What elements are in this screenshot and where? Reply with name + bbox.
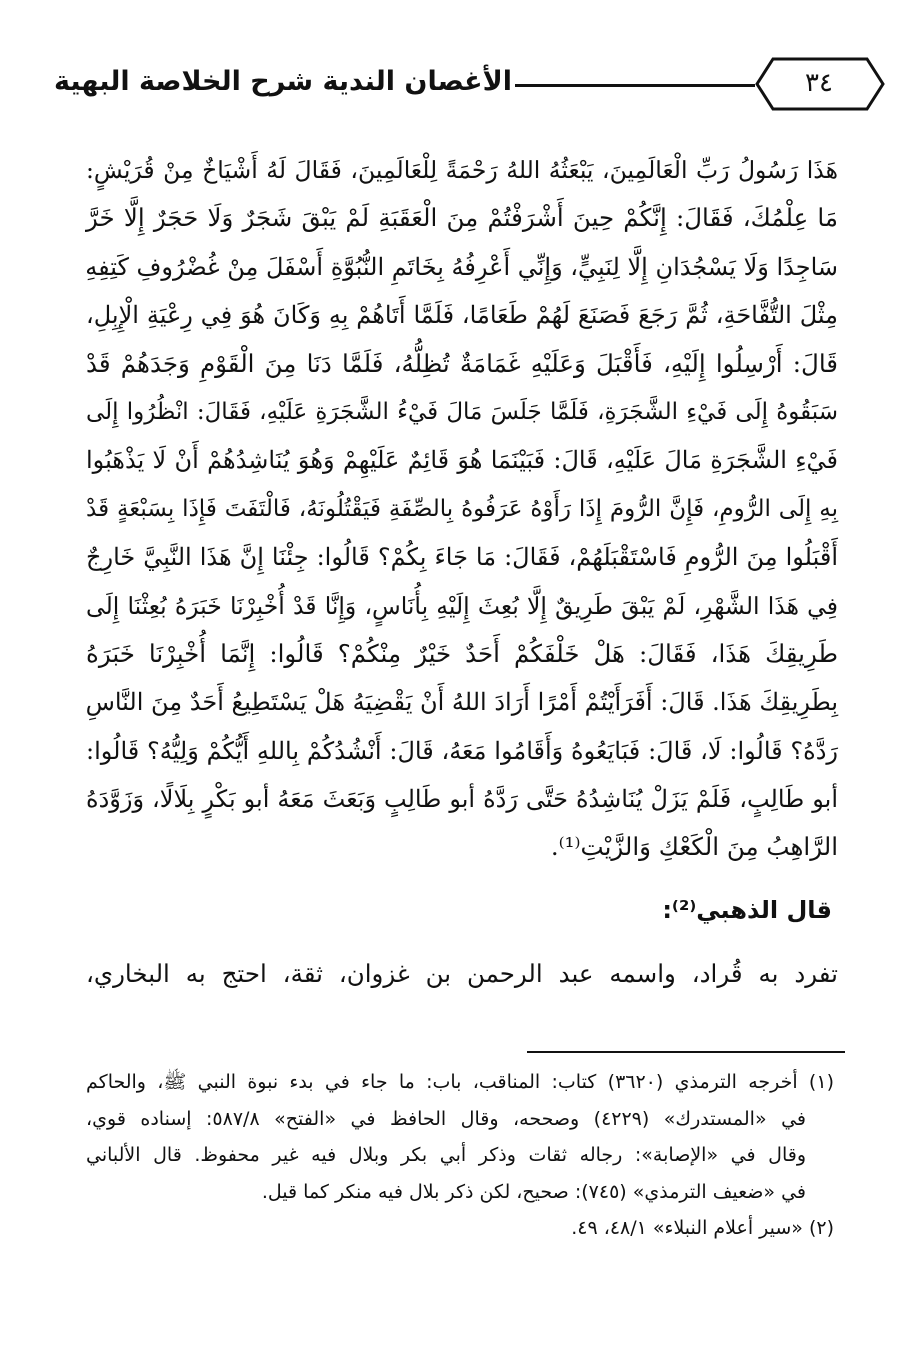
body-line: طَرِيقِكَ هَذَا، فَقَالَ: هَلْ خَلْفَكُمْ أَحَدٌ خَيْرٌ مِنْكُمْ؟ قَالُوا: إِنَّمَا أُخْبِرْنَا خَبَرَهُ [86, 638, 838, 668]
footnotes [86, 1064, 834, 1247]
body-line: أبو طَالِبٍ، فَلَمْ يَزَلْ يُنَاشِدُهُ حَتَّى رَدَّهُ أبو طَالِبٍ وَبَعَثَ مَعَهُ أبو بَكْرٍ بِلَالًا، وَزَوَّدَهُ [86, 785, 838, 814]
body-line: بِطَرِيقِكَ هَذَا. قَالَ: أَفَرَأَيْتُمْ أَمْرًا أَرَادَ اللهُ أَنْ يَقْضِيَهُ هَلْ يَسْتَطِيعُ أَحَدٌ مِنَ النَّاسِ [85, 688, 838, 717]
body-line: الرَّاهِبُ مِنَ الْكَعْكِ وَالزَّيْتِ⁽¹⁾. [550, 832, 838, 862]
body-line: قَالَ: أَرْسِلُوا إِلَيْهِ، فَأَقْبَلَ وَعَلَيْهِ غَمَامَةٌ تُظِلُّهُ، فَلَمَّا دَنَا مِنَ الْقَوْمِ وَجَدَهُمْ قَدْ [86, 348, 838, 378]
body-line: رَدَّهُ؟ قَالُوا: لَا، قَالَ: فَبَايَعُوهُ وَأَقَامُوا مَعَهُ، قَالَ: أَنْشُدُكُمْ بِاللهِ أَيُّكُمْ وَلِيُّهُ؟ قَالُوا: [86, 736, 838, 765]
body-line: مِثْلَ التُّفَّاحَةِ، ثُمَّ رَجَعَ فَصَنَعَ لَهُمْ طَعَامًا، فَلَمَّا أَتَاهُمْ بِهِ وَكَانَ هُوَ فِي رِعْيَةِ الْإِبِلِ، [86, 301, 838, 330]
page-header [0, 52, 920, 112]
footnote-separator [527, 1051, 845, 1053]
footnote-line: في «المستدرك» (٤٢٢٩) وصححه، وقال الحافظ في «الفتح» ٥٨٧/٨: إسناده قوي، [86, 1107, 806, 1130]
section-text: تفرد به قُراد، واسمه عبد الرحمن بن غزوان، ثقة، احتج به البخاري، [86, 959, 838, 988]
body-line: هَذَا رَسُولُ رَبِّ الْعَالَمِينَ، يَبْعَثُهُ اللهُ رَحْمَةً لِلْعَالَمِينَ، فَقَالَ لَهُ أَشْيَاخٌ مِنْ قُرَيْشٍ: [86, 156, 838, 184]
footnote-line: في «ضعيف الترمذي» (٧٤٥): صحيح، لكن ذكر بلال فيه منكر كما قيل. [261, 1180, 806, 1203]
body-line: فِي هَذَا الشَّهْرِ، لَمْ يَبْقَ طَرِيقٌ إِلَّا بُعِثَ إِلَيْهِ بِأُنَاسٍ، وَإِنَّا قَدْ أُخْبِرْنَا خَبَرَهُ بُعِثْنَا إِلَى [86, 591, 838, 620]
body-line: فَيْءِ الشَّجَرَةِ مَالَ عَلَيْهِ، قَالَ: فَبَيْنَمَا هُوَ قَائِمٌ عَلَيْهِمْ وَهُوَ يُنَاشِدُهُمْ أَنْ لَا يَذْهَبُوا [86, 446, 838, 475]
body-line: بِهِ إِلَى الرُّومِ، فَإِنَّ الرُّومَ إِذَا رَأَوْهُ عَرَفُوهُ بِالصِّفَةِ فَيَقْتُلُونَهُ، فَالْتَفَتَ فَإِذَا بِسَبْعَةٍ قَدْ [86, 495, 838, 522]
footnote-line: (١) أخرجه الترمذي (٣٦٢٠) كتاب: المناقب، باب: ما جاء في بدء نبوة النبي ﷺ، والحاكم [86, 1071, 834, 1093]
body-line: أَقْبَلُوا مِنَ الرُّومِ فَاسْتَقْبَلَهُمْ، فَقَالَ: مَا جَاءَ بِكُمْ؟ قَالُوا: جِئْنَا إِنَّ هَذَا النَّبِيَّ خَارِجٌ [86, 543, 838, 572]
section-heading: قال الذهبي⁽²⁾: [662, 896, 832, 924]
main-body-text [86, 146, 838, 872]
header-rule [515, 84, 755, 87]
footnote-line: (٢) «سير أعلام النبلاء» ٤٨/١، ٤٩. [571, 1217, 834, 1239]
body-line: سَبَقُوهُ إِلَى فَيْءِ الشَّجَرَةِ، فَلَمَّا جَلَسَ مَالَ فَيْءُ الشَّجَرَةِ عَلَيْهِ، فَقَالَ: انْظُرُوا إِلَى [86, 398, 838, 425]
footnote-line: وقال في «الإصابة»: رجاله ثقات وذكر أبي بكر وبلال فيه غير محفوظ. قال الألباني [86, 1144, 806, 1166]
page-number: ٣٤ [805, 68, 833, 98]
body-line: سَاجِدًا وَلَا يَسْجُدَانِ إِلَّا لِنَبِيٍّ، وَإِنِّي أَعْرِفُهُ بِخَاتَمِ النُّبُوَّةِ أَسْفَلَ مِنْ غُضْرُوفِ كَتِفِهِ [85, 252, 838, 281]
running-title: الأغصان الندية شرح الخلاصة البهية [54, 66, 512, 97]
body-line: مَا عِلْمُكَ، فَقَالَ: إِنَّكُمْ حِينَ أَشْرَفْتُمْ مِنَ الْعَقَبَةِ لَمْ يَبْقَ شَجَرٌ وَلَا حَجَرٌ إِلَّا خَرَّ [86, 203, 838, 233]
